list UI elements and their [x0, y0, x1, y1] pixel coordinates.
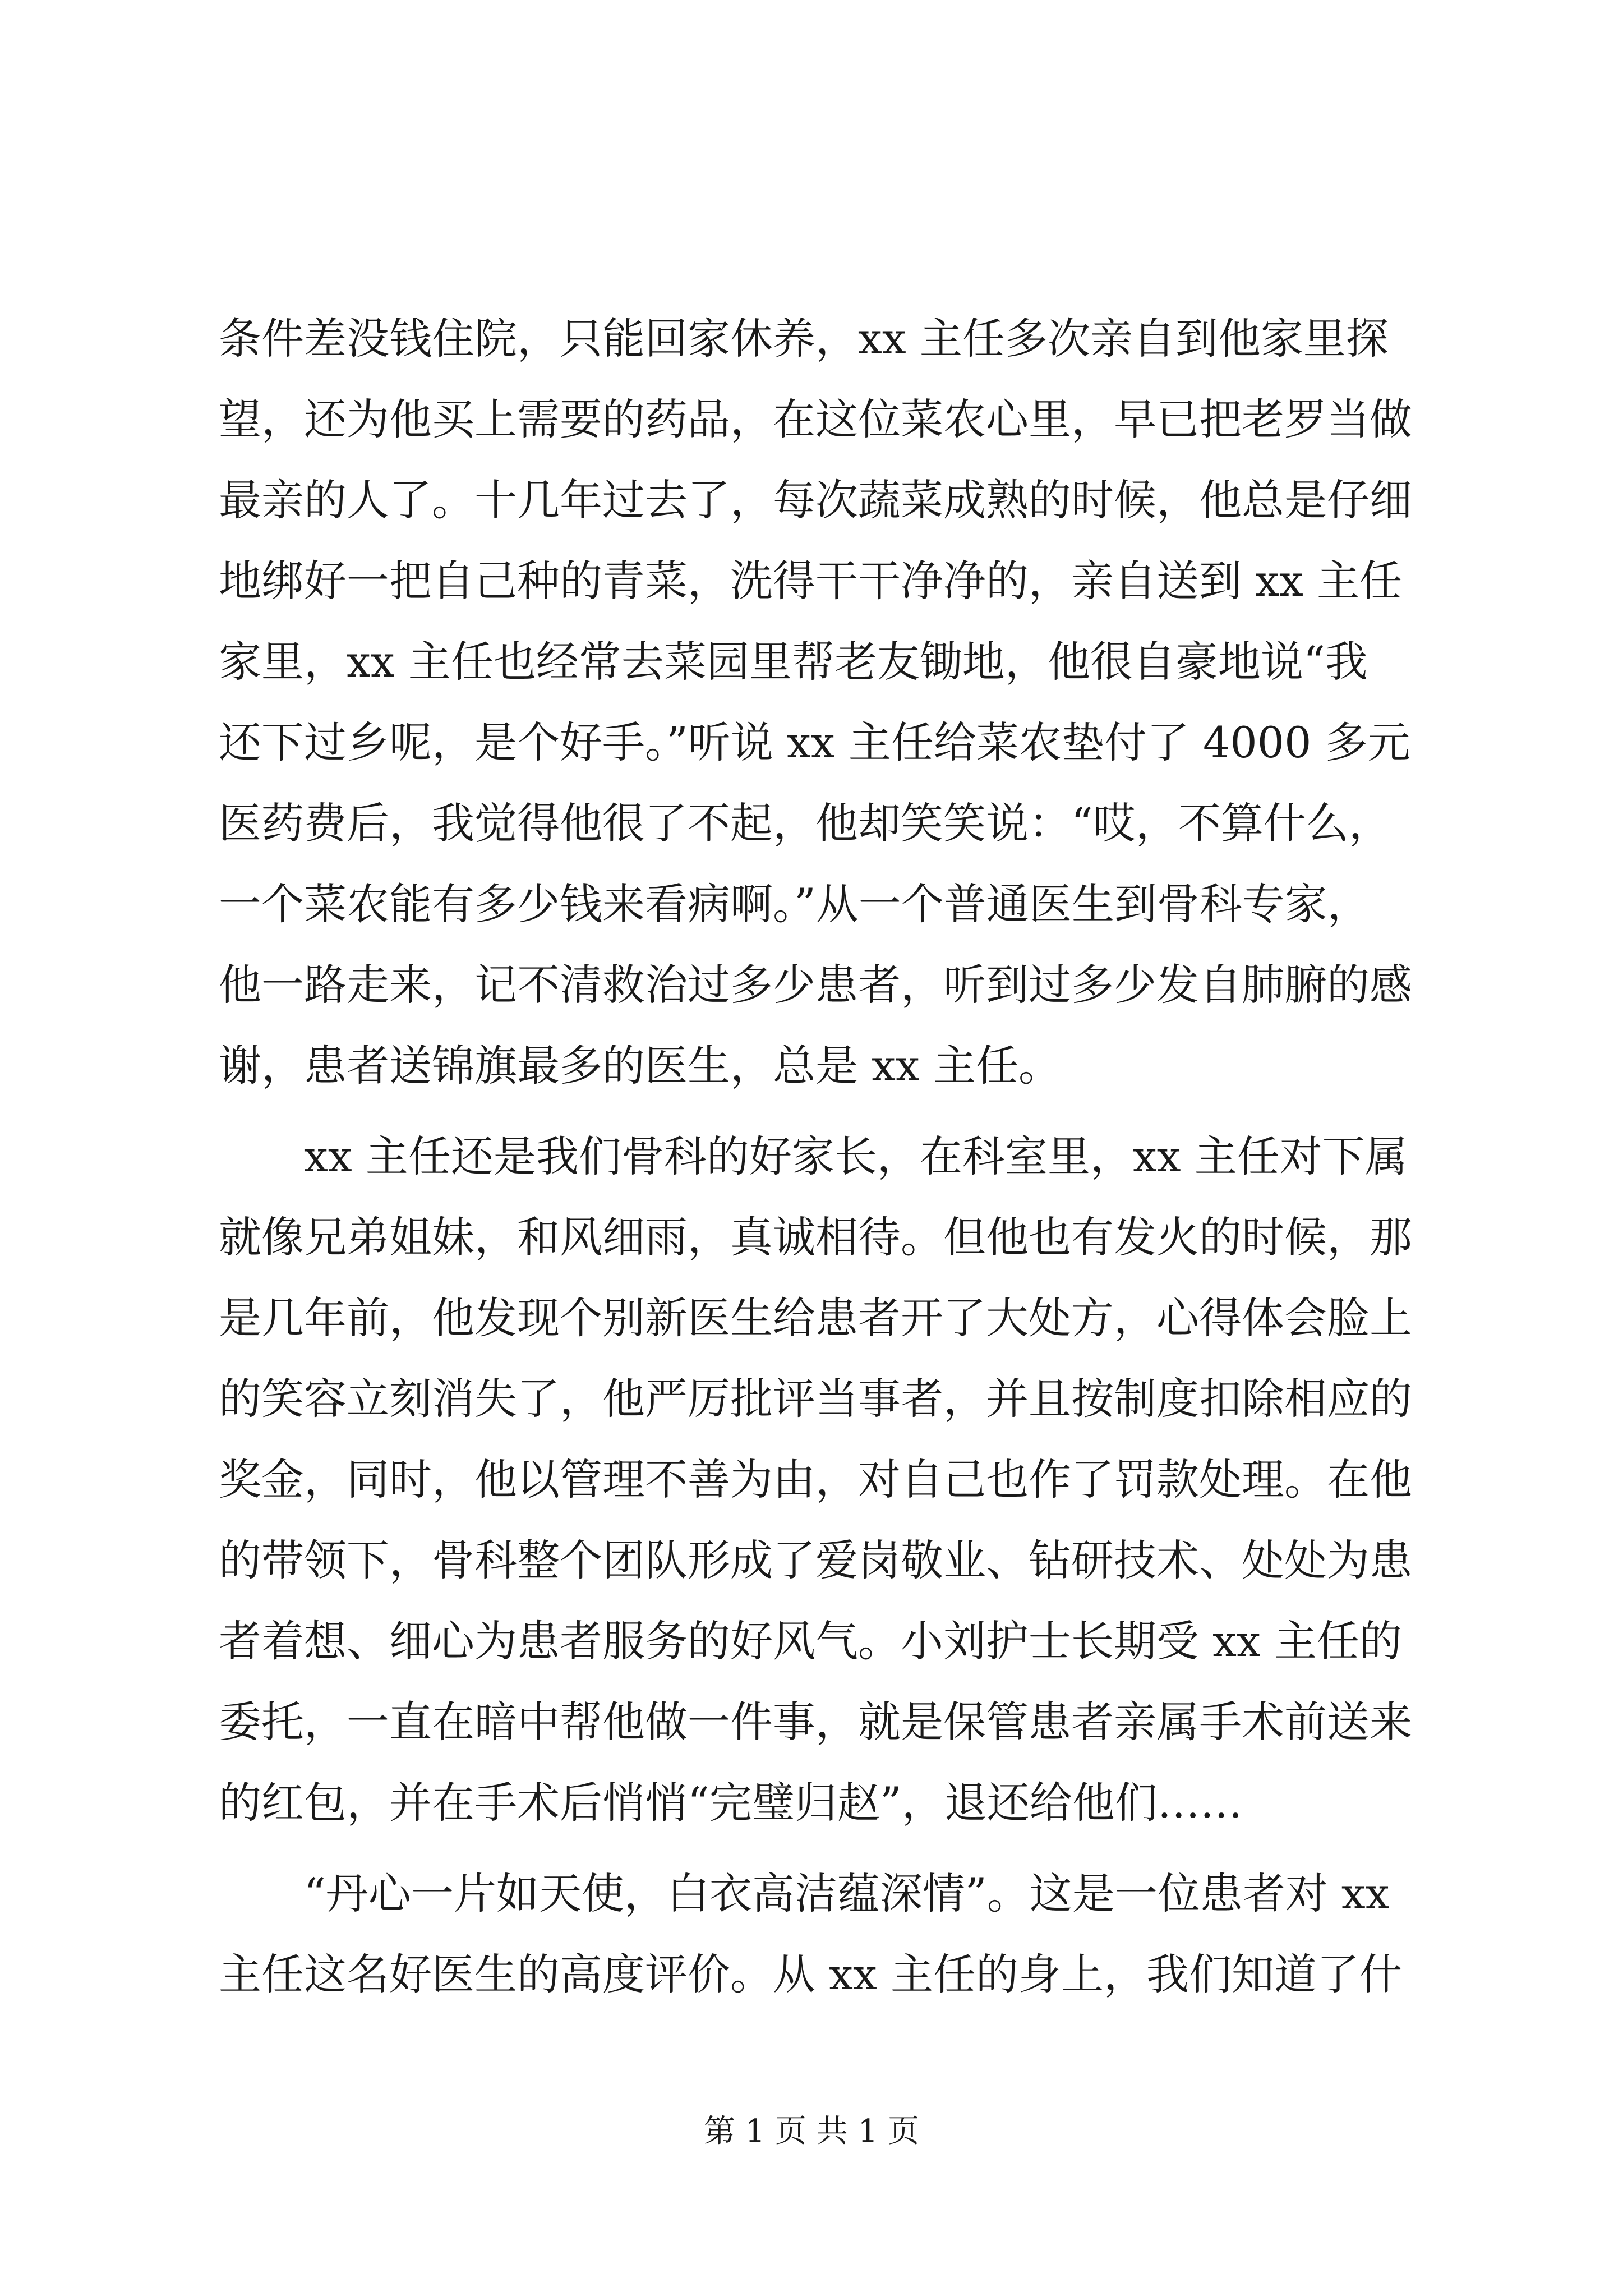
text-line: 就像兄弟姐妹，和风细雨，真诚相待。但他也有发火的时候，那 — [219, 1212, 1412, 1262]
paragraph-2 — [219, 1116, 1424, 1843]
text-line: 地绑好一把自己种的青菜，洗得干干净净的，亲自送到 xx 主任 — [219, 556, 1403, 606]
text-line: 医药费后，我觉得他很了不起，他却笑笑说：“哎，不算什么， — [219, 798, 1391, 848]
text-line: 主任这名好医生的高度评价。从 xx 主任的身上，我们知道了什 — [219, 1949, 1403, 1999]
paragraph-1 — [219, 298, 1424, 1106]
text-line: 者着想、细心为患者服务的好风气。小刘护士长期受 xx 主任的 — [219, 1616, 1403, 1666]
text-line: xx 主任还是我们骨科的好家长，在科室里，xx 主任对下属 — [304, 1131, 1408, 1181]
text-line: 谢，患者送锦旗最多的医生，总是 xx 主任。 — [219, 1041, 1062, 1091]
text-line: 的带领下，骨科整个团队形成了爱岗敬业、钻研技术、处处为患 — [219, 1535, 1412, 1585]
text-line: 条件差没钱住院，只能回家休养，xx 主任多次亲自到他家里探 — [219, 314, 1389, 364]
page-number-footer: 第 1 页 共 1 页 — [703, 2113, 920, 2150]
text-line: 的笑容立刻消失了，他严厉批评当事者，并且按制度扣除相应的 — [219, 1374, 1412, 1424]
text-line: 家里，xx 主任也经常去菜园里帮老友锄地，他很自豪地说“我 — [219, 637, 1368, 687]
text-line: 望，还为他买上需要的药品，在这位菜农心里，早已把老罗当做 — [219, 394, 1412, 444]
text-line: 最亲的人了。十几年过去了，每次蔬菜成熟的时候，他总是仔细 — [219, 475, 1412, 525]
text-line: 他一路走来，记不清救治过多少患者，听到过多少发自肺腑的感 — [219, 960, 1412, 1010]
text-line: 委托，一直在暗中帮他做一件事，就是保管患者亲属手术前送来 — [219, 1697, 1412, 1747]
document-body — [219, 298, 1424, 2015]
text-line: 一个菜农能有多少钱来看病啊。”从一个普通医生到骨科专家， — [219, 879, 1370, 929]
text-line: “丹心一片如天使，白衣高洁蕴深情”。这是一位患者对 xx — [304, 1869, 1390, 1918]
paragraph-3 — [219, 1853, 1424, 2015]
text-line: 还下过乡呢，是个好手。”听说 xx 主任给菜农垫付了 4000 多元 — [219, 717, 1410, 767]
text-line: 的红包，并在手术后悄悄“完璧归赵”，退还给他们…… — [219, 1778, 1243, 1828]
text-line: 是几年前，他发现个别新医生给患者开了大处方，心得体会脸上 — [219, 1293, 1412, 1343]
text-line: 奖金，同时，他以管理不善为由，对自己也作了罚款处理。在他 — [219, 1455, 1412, 1504]
